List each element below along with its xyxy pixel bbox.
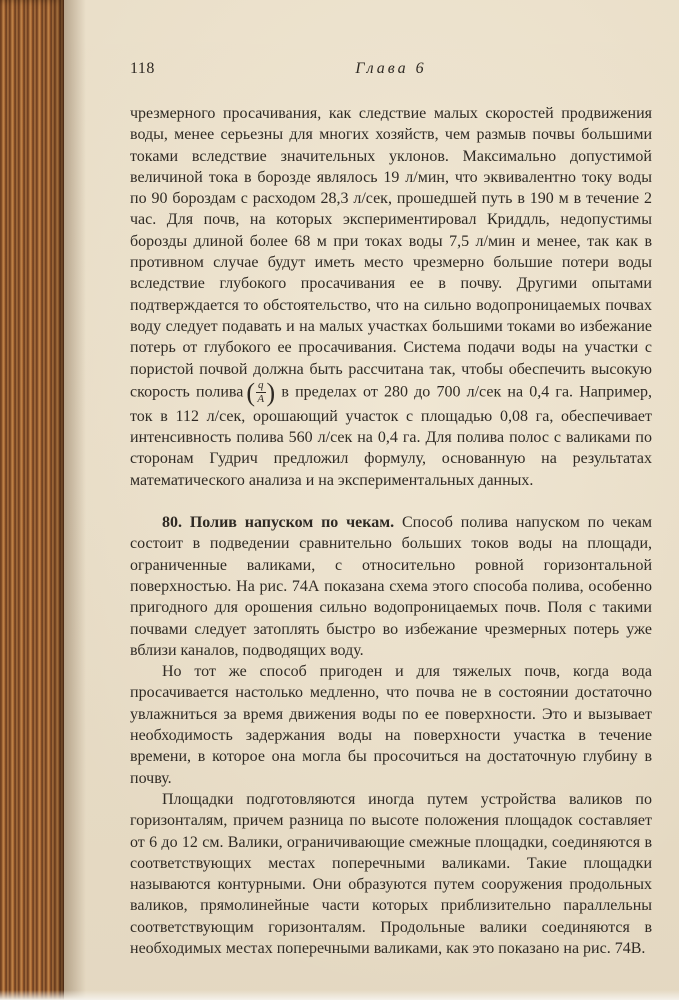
running-header <box>130 60 652 84</box>
page-number: 118 <box>130 60 155 77</box>
formula-q-over-a: ( $\frac{q}{A}$ ) <box>246 377 276 407</box>
section-heading: 80. Полив напуском по чекам. <box>162 514 395 532</box>
paragraph-2 <box>130 512 652 661</box>
paragraph-1 <box>130 103 652 491</box>
paragraph-1-text: чрезмерного просачивания, как следствие малых скоростей продвижения воды, менее серьезны для многих хозяйств, чем размыв почвы большими токами вследствие значительных уклонов. Максимально допустимой величиной тока в борозде являлось 19 л/мин, что эквивалентно току воды по 90 бороздам с расходом 28,3 л/сек, прошедшей путь в 190 м в течение 2 час. Для почв, на которых экспериментировал Криддль, недопустимы борозды длиной более 68 м при токах воды 7,5 л/мин и менее, так как в противном случае будут иметь место чрезмерно большие потери воды вследствие глубокого просачивания ее в почву. Другими опытами подтверждается то обстоятельство, что на сильно водопроницаемых почвах воду следует подавать и на малых участках большими токами во избежание потерь от глубокого ее просачивания. Система подачи воды на участки с пористой почвой должна быть рассчитана так, чтобы обеспечить высокую скорость полива <box>130 105 652 401</box>
book-page-edges <box>0 0 64 1000</box>
paragraph-4: Площадки подготовляются иногда путем устройства валиков по горизонталям, причем разница по высоте положения площадок составляет от 6 до 12 см. Валики, ограничивающие смежные площадки, соединяются в соответствующих местах поперечными валиками. Такие площадки называются контурными. Они образуются путем сооружения продольных валиков, прямолинейные части которых приблизительно параллельны соответствующим горизонталям. Продольные валики соединяются в необходимых местах поперечными валиками, как это показано на рис. 74В. <box>130 790 652 957</box>
page-body <box>130 103 652 959</box>
paragraph-3: Но тот же способ пригоден и для тяжелых почв, когда вода просачивается настолько медленно, что почва не в состоянии достаточно увлажниться за время движения воды по ее поверхности. Это и вызывает необходимость задержания воды на поверхности участка в течение времени, в которое она могла бы просочиться на достаточную глубину в почву. <box>130 663 652 787</box>
paragraph-2-text: Способ полива напуском по чекам состоит в подведении сравнительно больших токов воды на площади, ограниченные валиками, с относительно ровной горизонтальной поверхностью. На рис. 74А показана схема этого способа полива, особенно пригодного для орошения сильно водопроницаемых почв. Поля с такими почвами следует затоплять быстро во избежание чрезмерных потерь уже вблизи каналов, подводящих воду. <box>130 514 652 659</box>
formula-numerator: q <box>258 379 264 392</box>
chapter-title: Глава 6 <box>355 60 427 77</box>
page-bottom-edge <box>0 990 679 1000</box>
binding-shadow <box>64 0 86 1000</box>
formula-denominator: A <box>257 393 265 406</box>
paragraph-1-continuation: в пределах от 280 до 700 л/сек на 0,4 га. Например, ток в 112 л/сек, орошающий участок с площадью 0,08 га, обеспечивает интенсивность полива 560 л/сек на 0,4 га. Для полива полос с валиками по сторонам Гудрич предложил формулу, основанную на результатах математического анализа и на экспериментальных данных. <box>130 383 652 489</box>
